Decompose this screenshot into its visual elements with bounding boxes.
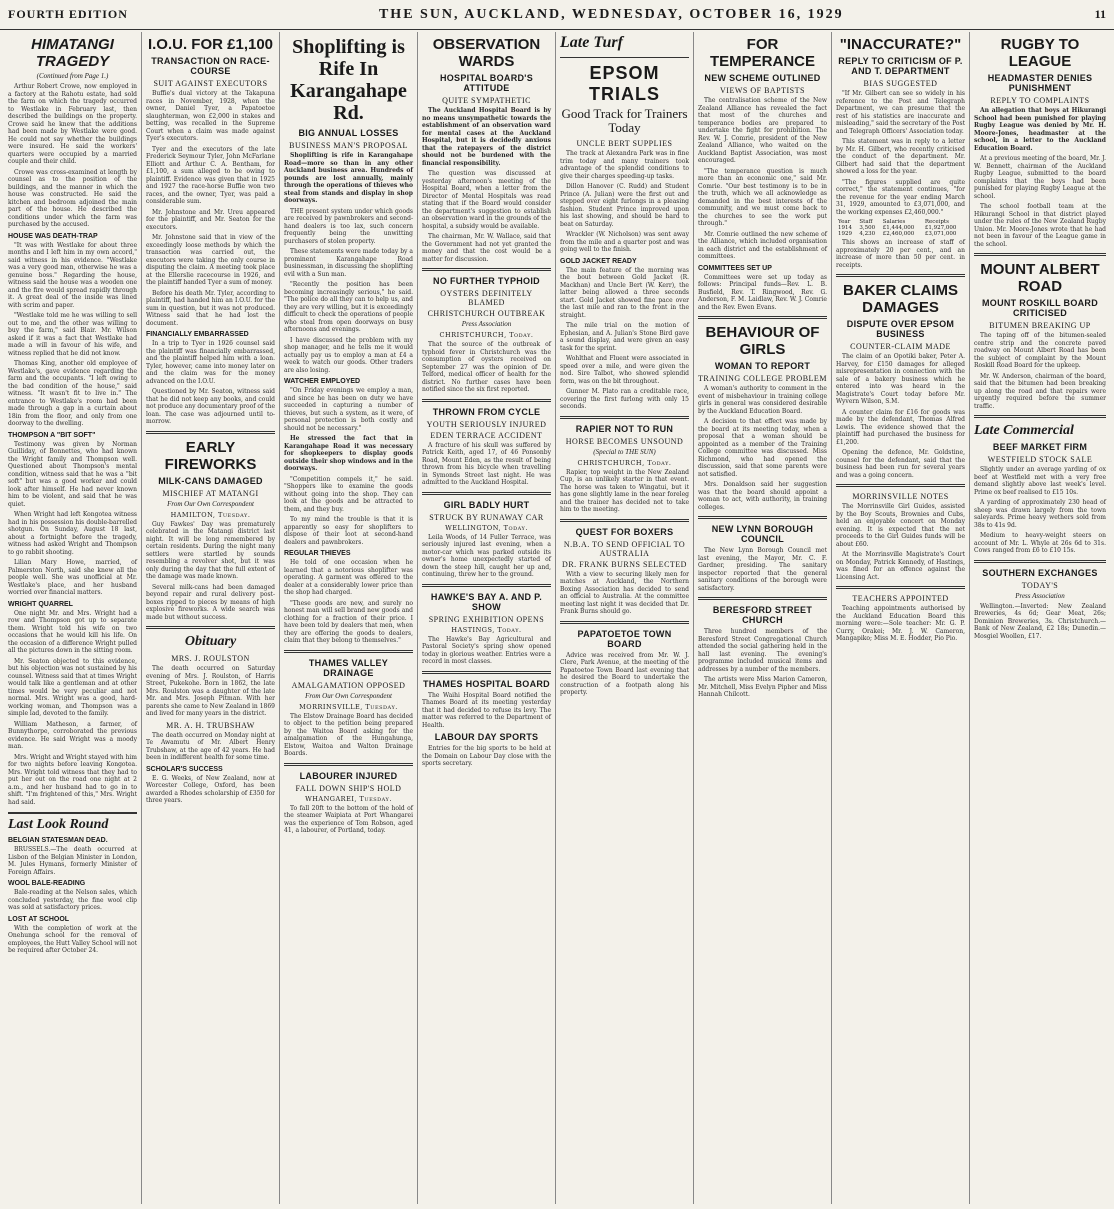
article-paragraph: In a trip to Tyer in 1926 counsel said the plaintiff was financially embarrassed, and the plaintiff helped him with a loan. Tyler, however, came into money later on and the claim was for the money advanced on the I.O.U.	[146, 340, 275, 385]
byline: From Our Own Correspondent	[167, 499, 254, 508]
headline-temperance: FOR TEMPERANCE	[709, 36, 815, 70]
subhead-eden-terrace: EDEN TERRACE ACCIDENT	[430, 430, 543, 440]
article-paragraph: The school football team at the Hikurangi School in that district played under the rules of the New Zealand Rugby Union. Mr. Moore-Jones wrote that he had not been in favour of the League game in the school.	[974, 203, 1106, 248]
article-paragraph: THE present system under which goods are received by pawnbrokers and second-hand dealers is too lax, such concern frequently being the unwitting purchasers of stolen property.	[284, 207, 413, 245]
subhead-nba-official: N.B.A. TO SEND OFFICIAL TO AUSTRALIA	[563, 539, 686, 558]
paper-title-dateline: THE SUN, AUCKLAND, WEDNESDAY, OCTOBER 16, 1929	[378, 6, 844, 22]
section-divider	[146, 626, 275, 629]
article-paragraph: To my mind the trouble is that it is apparently so easy for shoplifters to dispose of their loot at second-hand dealers and pawnbrokers.	[284, 516, 413, 546]
subhead-regular-thieves: REGULAR THIEVES	[284, 550, 351, 557]
subhead-hospital-board: HOSPITAL BOARD'S ATTITUDE	[439, 73, 534, 93]
headline-labourer-injured: LABOURER INJURED	[299, 770, 398, 781]
article-paragraph: Crowe was cross-examined at length by counsel as to the position of the buildings, and the manner in which the house was constructed. He said the kitchen and bedroom adjoined the main part of the house. He described the conditions under which the farm was purchased by the accused.	[8, 168, 137, 228]
subhead-death-trap: HOUSE WAS DEATH-TRAP	[8, 232, 98, 240]
headline-mount-albert: MOUNT ALBERT ROAD	[980, 261, 1100, 295]
article-paragraph: The chairman, Mr. W. Wallace, said that the Government had not yet granted the money and that the cost would be a matter for discussion.	[422, 233, 551, 263]
headline-typhoid: NO FURTHER TYPHOID	[433, 276, 540, 286]
column-6	[694, 32, 832, 1204]
article-paragraph: Wohlthat and Fluent were associated in speed over a mile, and were given the nod. Sire Talbot, who showed splendid form, was on the bit throughout.	[560, 355, 689, 385]
section-divider	[422, 399, 551, 402]
article-paragraph: The claim of an Opotiki baker, Peter A. Harvey, for £150 damages for alleged misrepresentation in connection with the sale of a bakery business which he entered into was heard in the Magistrate's Court today before Mr. Wyvern Wilson, S.M.	[836, 353, 965, 405]
subhead-wright-quarrel: WRIGHT QUARREL	[8, 600, 73, 608]
headline-teachers: TEACHERS APPOINTED	[852, 594, 949, 603]
headline-beresford-church: BERESFORD STREET CHURCH	[712, 605, 813, 625]
article-paragraph: The question was discussed at yesterday afternoon's meeting of the Hospital Board, when a letter from the Director of Mental Hospitals was read stating that if the Board would consider the department's suggestion to establish an observation ward in the grounds of the hospital, a subsidy would be available.	[422, 170, 551, 230]
article-paragraph: "On Friday evenings we employ a man, and since he has been on duty we have succeeded in capturing a number of thieves, but such a system, as it were, of personal protection is both costly and should not be necessary."	[284, 387, 413, 432]
article-paragraph: Testimony was given by Norman Guilliday, of Bonnettes, who had known the Wright family and Thompson well. Questioned about Thompson's mental condition, witness said that he was a "bit soft" but was a good worker and could look after himself. He had never known him to be violent, and said that he was quiet.	[8, 440, 137, 508]
headline-baker-claims: BAKER CLAIMS DAMAGES	[843, 282, 958, 316]
table-header: Staff	[859, 219, 873, 225]
section-divider	[836, 586, 965, 589]
subhead-spring-exhibition: SPRING EXHIBITION OPENS	[428, 614, 545, 624]
section-divider	[974, 415, 1106, 418]
article-paragraph: This statement was in reply to a letter by Mr. H. Gilbert, who recently criticised the conduct of the department. Mr. Gilbert had said that the department showed a loss for the year.	[836, 138, 965, 175]
subhead-gold-jacket: GOLD JACKET READY	[560, 257, 637, 265]
subhead-oysters: OYSTERS DEFINITELY BLAMED	[440, 289, 533, 307]
brief-paragraph: Bale-reading at the Nelson sales, which concluded yesterday, the fine wool clip was sold at satisfactory prices.	[8, 889, 137, 911]
headline-papatoetoe: PAPATOETOE TOWN BOARD	[577, 628, 672, 649]
section-divider	[560, 621, 689, 624]
article-paragraph: Wrackler (W. Nicholson) was sent away from the mile and a quarter post and was going well to the finish.	[560, 231, 689, 253]
headline-girl-badly-hurt: GIRL BADLY HURT	[443, 499, 530, 510]
article-paragraph: At a previous meeting of the board, Mr. J. W. Bennett, chairman of the Auckland Rugby League, submitted to the board complaints that the boys had been punished for playing Rugby League at the school.	[974, 155, 1106, 200]
section-divider	[560, 519, 689, 522]
article-paragraph: Wellington.—Inverted: New Zealand Breweries, 4s 6d; Gear Meat, 26s; Dominion Breweries, 3s. Christchurch.—Bank of New Zealand, £2 18s; Dunedin.—Mosgiel Woollen, £17.	[974, 602, 1106, 640]
article-paragraph: The taping off of the bitumen-sealed centre strip and the concrete paved roadway on Mount Albert Road has been the subject of complaint by the Mount Roskill Road Board for the upkeep.	[974, 332, 1106, 369]
article-paragraph: A woman's authority to comment in the event of misbehaviour in training college girls in general was considered desirable by the Auckland Education Board.	[698, 385, 827, 415]
table-cell: 1914	[838, 225, 852, 231]
article-paragraph: Tyer and the executors of the late Frederick Seymour Tyler, John McFarlane Elliott and Arthur C. A. Bentham, for £1,100, a sum alleged to be owing to plaintiff. Evidence was given that in 1925 and 1927 the race-horse Buffie won two races, and the owner, Tyer, was paid a considerable sum.	[146, 145, 275, 205]
article-paragraph: The Hawke's Bay Agricultural and Pastoral Society's spring show opened today in glorious weather. Entries were a record in most classes.	[422, 635, 551, 665]
article-paragraph: Mr. W. Anderson, chairman of the board, said that the bitumen had been breaking up along the road and that repairs were urgently required before the summer traffic.	[974, 372, 1106, 410]
subhead-watcher: WATCHER EMPLOYED	[284, 378, 361, 385]
byline: From Our Own Correspondent	[305, 691, 392, 700]
article-paragraph: Entries for the big sports to be held at the Domain on Labour Day close with the sports secretary.	[422, 745, 551, 767]
headline-southern-exchanges: SOUTHERN EXCHANGES	[982, 567, 1098, 578]
article-paragraph: The centralisation scheme of the New Zealand Alliance has revealed the fact that most of the churches and temperance bodies are prepared to undertake the fight for prohibition. The Rev. W. J. Comrie, president of the New Zealand Alliance, who waited on the Auckland Baptist Association, was most encouraged.	[698, 97, 827, 164]
subhead-today: TODAY'S	[1021, 580, 1059, 590]
article-paragraph: Dillon Hanover (C. Rudd) and Student Prince (A. Julian) were the first out and stepped over eight furlongs in a pleasing fashion. Student Prince improved upon his last showing, and should be hard to beat on Saturday.	[560, 183, 689, 228]
article-paragraph: Mrs. Wright and Wright stayed with him for two nights before leaving Kongotea. Mrs. Wright told witness that they had to put her out on the road one night at 2 a.m., and her husband had to go in to shift. "I'm frightened of this," Mrs. Wright had said.	[8, 753, 137, 806]
edition-label: FOURTH EDITION	[8, 7, 128, 21]
section-divider	[836, 274, 965, 277]
article-paragraph: Lilian Mary Howe, married, of Palmerston North, said she knew all the people well. She was unofficial at Mr. Westlake's place, and her husband worried over financial matters.	[8, 559, 137, 596]
headline-beef-market: BEEF MARKET FIRM	[992, 442, 1088, 452]
article-paragraph: Medium to heavy-weight steers on account of Mr. L. Whyle at 26s 6d to 31s. Cows ranged from £6 to £10 15s.	[974, 532, 1106, 554]
article-paragraph: Several milk-cans had been damaged beyond repair and rural delivery post-boxes ripped to pieces by means of high explosive fireworks. A wide search was made but without success.	[146, 583, 275, 621]
article-paragraph: Questioned by Mr. Seaton, witness said that he did not keep any books, and could not produce any documentary proof of the loan. The case was adjourned until to-morrow.	[146, 388, 275, 425]
headline-thrown-from-cycle: THROWN FROM CYCLE	[432, 406, 541, 417]
dateline: WHANGAREI, Tuesday.	[305, 794, 392, 803]
article-paragraph: Before his death Mr. Tyler, according to plaintiff, had handed him an I.O.U. for the sum in question, but it was not produced. Witness said that he had lost the document.	[146, 289, 275, 327]
headline-rugby-league: RUGBY TO LEAGUE	[1000, 36, 1080, 70]
article-paragraph: He stressed the fact that in Karangahape Road it was necessary for shopkeepers to display goods outside their shop windows and in the doorways.	[284, 435, 413, 472]
subhead-bitumen: BITUMEN BREAKING UP	[989, 321, 1091, 330]
headline-thames-hospital: THAMES HOSPITAL BOARD	[423, 678, 550, 689]
section-divider	[146, 431, 275, 434]
article-paragraph: This shows an increase of staff of approximately 20 per cent., and an increase of more than 50 per cent. in receipts.	[836, 239, 965, 269]
dateline: HASTINGS, Today.	[451, 625, 522, 634]
section-divider	[698, 316, 827, 319]
article-paragraph: Rapier, top weight in the New Zealand Cup, is an unlikely starter in that event. The horse was taken to Wingatui, but it has gone slightly lame in the near foreleg and the trainer has decided not to take him to the meeting.	[560, 468, 689, 513]
article-paragraph: The Waihi Hospital Board notified the Thames Board at its meeting yesterday that it had decided to refuse its levy. The matter was referred to the Department of Health.	[422, 691, 551, 729]
subhead-committees: COMMITTEES SET UP	[698, 264, 772, 272]
headline-early-fireworks: EARLY FIREWORKS	[164, 438, 257, 473]
article-paragraph: Mr. Johnstone said that in view of the exceedingly loose methods by which the transaction was carried out, the executors were taking the only course in disputing the claim. A meeting took place at the Ellerslie racecourse in 1926, and the plaintiff handed Tyer a sum of money.	[146, 234, 275, 286]
subhead-bias: BIAS SUGGESTED	[863, 79, 938, 88]
subhead-sympathetic: QUITE SYMPATHETIC	[442, 96, 531, 105]
byline: (Special to THE SUN)	[593, 447, 656, 456]
rule	[560, 57, 689, 58]
subhead-training-college: TRAINING COLLEGE PROBLEM	[698, 374, 827, 383]
article-paragraph: Mrs. Donaldson said her suggestion was that the board should appoint a woman to act, with authority, in training colleges.	[698, 481, 827, 511]
article-paragraph: To fall 20ft to the bottom of the hold of the steamer Waipiata at Port Whangarei was the experience of Tom Robson, aged 41, a labourer, of Portland, today.	[284, 804, 413, 834]
column-1	[4, 32, 142, 1204]
article-paragraph: The death occurred on Monday night at Te Awamutu of Mr. Albert Henry Trubshaw, at the age of 42 years. He had been in indifferent health for some time.	[146, 731, 275, 761]
late-commercial-heading: Late Commercial	[974, 423, 1074, 438]
dateline: MORRINSVILLE, Tuesday.	[299, 702, 398, 711]
article-paragraph: Committees were set up today as follows: Principal funds—Rev. L. B. Busfield, Rev. T. Ringwood, Rev. G. Anderson, F. M. Laidlaw, Rev. W. J. Comrie and the Rev. Ewen Evans.	[698, 273, 827, 311]
article-paragraph: Teaching appointments authorised by the Auckland Education Board this morning were:—Sole teacher: Mr. G. P. Curry, Orakei; Mr. J. W. Cameron, Mangapiko; Miss M. E. Hodder, Pio Pio.	[836, 605, 965, 642]
article-paragraph: William Matheson, a farmer, of Bunnythorpe, corroborated the previous evidence. He said Wright was a moody man.	[8, 720, 137, 750]
article-paragraph: "Competition compels it," he said. "Shoppers like to examine the goods without going into the shop. They can look at the goods and be attracted to them, and they buy.	[284, 475, 413, 513]
subhead-baptists: VIEWS OF BAPTISTS	[720, 86, 805, 95]
section-divider	[284, 650, 413, 653]
subhead-woman-to-report: WOMAN TO REPORT	[714, 361, 811, 371]
article-paragraph: These statements were made today by a prominent Karangahape Road businessman, in discussing the shoplifting evil with a Sun man.	[284, 248, 413, 278]
subhead-annual-losses: BIG ANNUAL LOSSES	[298, 128, 399, 138]
dateline: HAMILTON, Tuesday.	[170, 510, 251, 519]
section-divider	[284, 763, 413, 766]
article-paragraph: When Wright had left Kongotea witness had in his possession his double-barrelled shotgun. On Sunday, August 18 last, about a fortnight before the tragedy, witness had asked Wright and Thompson to go rabbit shooting.	[8, 511, 137, 556]
subhead-headmaster: HEADMASTER DENIES PUNISHMENT	[987, 73, 1093, 93]
statistics-table	[836, 219, 965, 237]
dateline: CHRISTCHURCH, Today.	[577, 458, 672, 467]
article-paragraph: Slightly under an average yarding of ox beef at Westfield met with a very free demand slightly above last week's level. Prime ox beef realised to £15 10s.	[974, 466, 1106, 496]
article-paragraph: Opening the defence, Mr. Goldstine, counsel for the defendant, said that the business had been run for several years and was a going concern.	[836, 449, 965, 479]
subhead-amalgamation: AMALGAMATION OPPOSED	[291, 680, 406, 690]
masthead	[0, 0, 1114, 30]
obituary-name: MR. A. H. TRUBSHAW	[166, 720, 255, 730]
subhead-matangi: MISCHIEF AT MATANGI	[162, 488, 259, 498]
table-cell: 3,500	[859, 225, 876, 231]
section-divider	[560, 416, 689, 419]
newspaper-columns	[4, 32, 1110, 1204]
subhead-proposal: BUSINESS MAN'S PROPOSAL	[289, 141, 408, 150]
subhead-bit-soft: THOMPSON A "BIT SOFT"	[8, 431, 96, 439]
article-paragraph: I have discussed the problem with my shop manager, and he tells me it would actually pay us to employ a man at £4 a week to watch our goods. Other traders are also losing.	[284, 336, 413, 374]
subhead-unsound: HORSE BECOMES UNSOUND	[565, 436, 684, 446]
headline-new-lynn: NEW LYNN BOROUGH COUNCIL	[711, 524, 814, 544]
brief-paragraph: With the completion of work at the Onehunga school for the removal of employees, the Hutt Valley School will not be required after October 24.	[8, 924, 137, 954]
subhead-christchurch: CHRISTCHURCH OUTBREAK	[427, 309, 546, 318]
headline-behaviour-of-girls: BEHAVIOUR OF GIRLS	[705, 324, 820, 358]
article-paragraph: The Morrinsville Girl Guides, assisted by the Boy Scouts, Brownies and Cubs, held an enjoyable concert on Monday evening. It is expected that the net proceeds to the Girl Guides funds will be about £60.	[836, 503, 965, 548]
article-paragraph: Leila Woods, of 14 Fuller Terrace, was seriously injured last evening, when a motor-car which was parked outside its owner's home unexpectedly started of down the steep hill, caught her up and, continuing, threw her to the ground.	[422, 533, 551, 578]
article-paragraph: The main feature of the morning was the bout between Gold Jacket (R. Mackhan) and Uncle Bert (W. Kerr), the latter being allowed a three seconds start. Gold Jacket showed fine pace over the last mile and ran to the front in the straight.	[560, 266, 689, 319]
article-paragraph: Advice was received from Mr. W. J. Clere, Park Avenue, at the meeting of the Papatoetoe Town Board last evening that he desired the Board to undertake the construction of a footpath along his property.	[560, 651, 689, 696]
article-paragraph: The mile trial on the motion of Ephesian, and A. Julian's Stone Bird gave a sound display, and were given an easy task for the sprint.	[560, 322, 689, 352]
section-divider	[422, 492, 551, 495]
subhead-counter-claim: COUNTER-CLAIM MADE	[850, 342, 951, 351]
article-paragraph: One night Mr. and Mrs. Wright had a row and Thompson got up to separate them. Wright told his wife on two occasions that he would kill his life. On the occasion of a difference Wright pulled all the pictures down in the sitting room.	[8, 609, 137, 654]
article-paragraph: "These goods are new, and surely no honest man will sell brand new goods and clothing for a fraction of their price. I have been told by dealers that men, when they are offering the goods to dealers, claim that they belong to themselves."	[284, 599, 413, 644]
dateline: CHRISTCHURCH, Today.	[439, 331, 534, 339]
section-divider	[974, 560, 1106, 563]
subhead-epsom-business: DISPUTE OVER EPSOM BUSINESS	[846, 319, 955, 339]
article-paragraph: The Elstow Drainage Board has decided to object to the petition being prepared by the Waitoa Board asking for the amalgamation of the Hungahunga, Elstow, Waitoa and Walton Drainage Boards.	[284, 712, 413, 757]
article-paragraph: Thomas King, another old employee of Westlake's, gave evidence regarding the farm and the occupants. "I left owing to the bad condition of the house," said witness. "It wasn't fit to live in." The entrance to Westlake's room had been made through a gap in a curtain about 18in from the floor, and only from one doorway to the dwelling.	[8, 360, 137, 427]
section-divider	[836, 484, 965, 487]
subhead-complaints: REPLY TO COMPLAINTS	[990, 96, 1090, 105]
subhead-transaction: TRANSACTION ON RACE-COURSE	[151, 56, 270, 76]
article-paragraph: Arthur Robert Crowe, now employed in a factory at the Rahotu estate, had sold the farm on which the tragedy occurred to Westlake in February last, then described the buildings on the property. Crowe said he knew that the additions had been made by Westlake were good. He could not say whether the buildings were insured. He said the workers' quarters were occupied by a married couple and their child.	[8, 83, 137, 165]
table-cell: 1929	[838, 231, 852, 237]
table-cell: £3,071,000	[924, 231, 957, 237]
column-8	[970, 32, 1110, 1204]
article-paragraph: "The temperance question is much more than an economic one," said Mr. Comrie. "Our best testimony is to be in the truth, which we all acknowledge as demanded in the best interests of the community, and we must come back to the churches to see the work put through."	[698, 167, 827, 227]
dateline: WELLINGTON, Today.	[445, 523, 528, 532]
article-paragraph: He told of one occasion when he learned that a notorious shoplifter was operating. A garment was offered to the dealer at a considerably lower price than the shop had charged.	[284, 559, 413, 596]
last-look-round-heading: Last Look Round	[8, 812, 137, 833]
brief-heading: LOST AT SCHOOL	[8, 915, 70, 923]
headline-quest-for-boxers: QUEST FOR BOXERS	[575, 526, 674, 537]
byline: Press Association	[1015, 591, 1065, 600]
headline-himatangi-tragedy: HIMATANGI TRAGEDY	[31, 36, 114, 70]
column-4	[418, 32, 556, 1204]
article-paragraph: The artists were Miss Marion Cameron, Mr. Mitchell, Miss Evelyn Pipher and Miss Hannah Chilcott.	[698, 676, 827, 698]
table-cell: 4,230	[859, 231, 876, 237]
lead-paragraph: An allegation that boys at Hikurangi School had been punished for playing Rugby League was denied by Mr. H. Moore-Jones, headmaster at the school, in a letter to the Auckland Education Board.	[974, 107, 1106, 152]
article-paragraph: That the source of the outbreak of typhoid fever in Christchurch was the consumption of oysters received on September 27 was the opinion of Dr. Telford, medical officer of health for the district. No further cases have been notified since the six first reported.	[422, 341, 551, 393]
subhead-milk-cans: MILK-CANS DAMAGED	[158, 475, 263, 486]
lead-paragraph: Shoplifting is rife in Karangahape Road—more so than in any other Auckland business area. Hundreds of pounds are lost annually, mainly through the operations of thieves who steal from stands and display in shop doorways.	[284, 152, 413, 204]
subhead-financially-embarrassed: FINANCIALLY EMBARRASSED	[146, 331, 249, 338]
subhead-frank-burns: DR. FRANK BURNS SELECTED	[562, 559, 687, 569]
section-divider	[974, 253, 1106, 256]
article-paragraph: Buffie's dual victory at the Takapuna races in November, 1928, when the owner, Daniel Tyer, a Papatoetoe slaughterman, won £2,000 in stakes and betting, was recalled in the Supreme Court when a claim was made against Tyer's executors.	[146, 90, 275, 142]
column-3	[280, 32, 418, 1204]
lead-paragraph: The Auckland Hospital Board is by no means unsympathetic towards the establishment of an observation ward for mental cases at the Auckland Hospital, but it is decidedly anxious that the ratepayers of the district should not be burdened with the financial responsibility.	[422, 107, 551, 167]
obituary-heading: Obituary	[184, 634, 237, 649]
column-5	[556, 32, 694, 1204]
article-paragraph: Gunner M. Plato ran a creditable race, covering the first furlong with only 15 seconds.	[560, 388, 689, 410]
headline-observation-wards: OBSERVATION WARDS	[432, 36, 541, 70]
headline-thames-valley: THAMES VALLEY DRAINAGE	[308, 657, 389, 678]
section-divider	[698, 597, 827, 600]
section-divider	[422, 671, 551, 674]
article-paragraph: Mr. Johnstone and Mr. Ureu appeared for the plaintiff, and Mr. Seaton for the executors.	[146, 208, 275, 231]
article-paragraph: "It was with Westlake for about three months and I left him in my own accord," said witness in his evidence. "Westlake was a very good man, otherwise he was a genuine boss." Regarding the house, witness said the house was a wooden one and the fire would spread rapidly through it. A great deal of the inside was lined with scrim and paper.	[8, 241, 137, 309]
article-paragraph: A yarding of approximately 230 head of sheep was drawn largely from the town saleyards. Prime heavy wethers sold from 38s to 41s 9d.	[974, 499, 1106, 529]
page-number: 11	[1094, 7, 1106, 21]
subhead-new-scheme: NEW SCHEME OUTLINED	[704, 73, 821, 83]
byline-uncle-bert: UNCLE BERT SUPPLIES	[576, 139, 673, 148]
article-paragraph: "Recently the position has been becoming increasingly serious," he said. "The police do all they can to help us, and they are very willing, but it is exceedingly difficult to check the operations of people who steal from open doorways on busy afternoons and evenings.	[284, 281, 413, 333]
column-7	[832, 32, 970, 1204]
subhead-good-track: Good Track for Trainers Today	[561, 106, 688, 135]
section-divider	[422, 268, 551, 271]
article-paragraph: Guy Fawkes' Day was prematurely celebrated in the Matangi district last night. It will be long remembered by certain residents. During the night many settlers were startled by sounds resembling a revolver shot, but it was only during the day that the full extent of the damage was made known.	[146, 520, 275, 580]
headline-hawkes-bay-show: HAWKE'S BAY A. AND P. SHOW	[430, 591, 543, 612]
subhead-ships-hold: FALL DOWN SHIP'S HOLD	[295, 783, 402, 793]
brief-paragraph: BRUSSELS.—The death occurred at Lisbon of the Belgian Minister in London, M. Jules Hymans, formerly Minister of Foreign Affairs.	[8, 846, 137, 876]
section-divider	[422, 584, 551, 587]
subhead-westfield: WESTFIELD STOCK SALE	[987, 455, 1093, 464]
table-row	[836, 231, 965, 237]
table-header: Year	[838, 219, 851, 225]
article-paragraph: The New Lynn Borough Council met last evening, the Mayor, Mr. C. F. Gardner, presiding. The sanitary inspector reported that the general sanitary conditions of the borough were satisfactory.	[698, 547, 827, 592]
subhead-suit: SUIT AGAINST EXECUTORS	[153, 79, 268, 88]
article-paragraph: "If Mr. Gilbert can see so widely in his reference to the Post and Telegraph Department, we can presume that the rest of his statistics are inaccurate and misleading," said the secretary of the Post and Telegraph Officers' Association today.	[836, 90, 965, 135]
article-paragraph: Mr. Seaton objected to this evidence, but his objection was not sustained by his counsel. Witness said that at times Wright would talk like a gentleman and at other times would be very peculiar and not normal. Mrs. Wright was a good, hard-working woman, and Thompson was a simple lad, devoted to the family.	[8, 657, 137, 717]
article-paragraph: A decision to that effect was made by the board at its meeting today, when a proposal that a woman should be appointed as a member of the Training College committee was discussed. Miss Richmond, who had opened the discussion, said that some parents were not satisfied.	[698, 418, 827, 478]
article-paragraph: The track at Alexandra Park was in fine trim today and many trainers took advantage of the splendid conditions to give their charges speeding-up tasks.	[560, 150, 689, 180]
brief-heading: BELGIAN STATESMAN DEAD.	[8, 837, 108, 844]
article-paragraph: A counter claim for £16 for goods was made by the defendant, Thomas Alfred Lewis. The evidence showed that the plaintiff had purchased the business for £1,200.	[836, 408, 965, 446]
headline-epsom-trials: EPSOM TRIALS	[589, 63, 660, 104]
section-divider	[698, 516, 827, 519]
column-2	[142, 32, 280, 1204]
article-paragraph: A fracture of his skull was suffered by Patrick Keith, aged 17, of 46 Ponsonby Road, Mount Eden, as the result of being thrown from his bicycle when travelling in Symonds Street last night. He was admitted to the Auckland Hospital.	[422, 441, 551, 486]
byline: Press Association	[461, 320, 512, 328]
headline-inaccurate: "INACCURATE?"	[839, 36, 962, 53]
headline-rapier: RAPIER NOT TO RUN	[575, 423, 674, 434]
subhead-roskill-board: MOUNT ROSKILL BOARD CRITICISED	[981, 298, 1099, 318]
article-paragraph: Mr. Comrie outlined the new scheme of the Alliance, which included organisation in each district and the establishment of committees.	[698, 230, 827, 260]
subhead-reply-criticism: REPLY TO CRITICISM OF P. AND T. DEPARTMENT	[838, 56, 963, 76]
subhead-runaway-car: STRUCK BY RUNAWAY CAR	[429, 512, 544, 522]
continued-note: (Continued from Page 1.)	[36, 72, 109, 80]
headline-morrinsville: MORRINSVILLE NOTES	[852, 492, 949, 501]
obituary-name: MRS. J. ROULSTON	[171, 654, 250, 663]
table-cell: £2,460,000	[882, 231, 915, 237]
article-paragraph: The death occurred on Saturday evening of Mrs. J. Roulston, of Harris Street, Pukekohe. Born in 1862, the late Mrs. Roulston was a daughter of the late Mr. and Mrs. Joseph Pitman. With her parents she came to New Zealand in 1869 and lived for many years in the district.	[146, 665, 275, 717]
article-paragraph: "Westlake told me he was willing to sell out to me, and the other was willing to buy the farm," said Blair. Mr. Wilson asked if it was a fact that Westlake had made a will in favour of his wife, and witness replied that he did not know.	[8, 312, 137, 357]
table-cell: £1,444,000	[882, 225, 915, 231]
headline-labour-day: LABOUR DAY SPORTS	[434, 732, 539, 742]
table-header: Salaries	[882, 219, 906, 225]
table-cell: £1,927,000	[924, 225, 957, 231]
article-paragraph: "The figures supplied are quite correct," the statement continues, "for the revenue for the year ending March 31, 1929, amounted to £3,071,000, and the working expenses £2,460,000."	[836, 178, 965, 216]
article-paragraph: At the Morrinsville Magistrate's Court on Monday, Patrick Kennedy, of Hastings, was fined for an offence against the Licensing Act.	[836, 551, 965, 581]
headline-shoplifting: Shoplifting is Rife In Karangahape Rd.	[290, 36, 407, 124]
article-paragraph: With a view to securing likely men for matches at Auckland, the Northern Boxing Association has decided to send an official to Australia. At the committee meeting last night it was decided that Dr. Frank Burns should go.	[560, 570, 689, 615]
table-header: Receipts	[924, 219, 949, 225]
subhead-scholar: SCHOLAR'S SUCCESS	[146, 765, 223, 773]
article-paragraph: E. G. Weeks, of New Zealand, now at Worcester College, Oxford, has been awarded a Rhodes scholarship of £350 for three years.	[146, 774, 275, 804]
headline-iou: I.O.U. FOR £1,100	[147, 36, 274, 53]
late-turf-heading: Late Turf	[560, 34, 623, 51]
article-paragraph: Three hundred members of the Beresford Street Congregational Church attended the social gathering held in the hall last evening. The evening's programme included musical items and addresses by a number of the members.	[698, 628, 827, 673]
subhead-youth-injured: YOUTH SERIOUSLY INJURED	[426, 419, 547, 429]
brief-heading: WOOL BALE-READING	[8, 880, 86, 887]
